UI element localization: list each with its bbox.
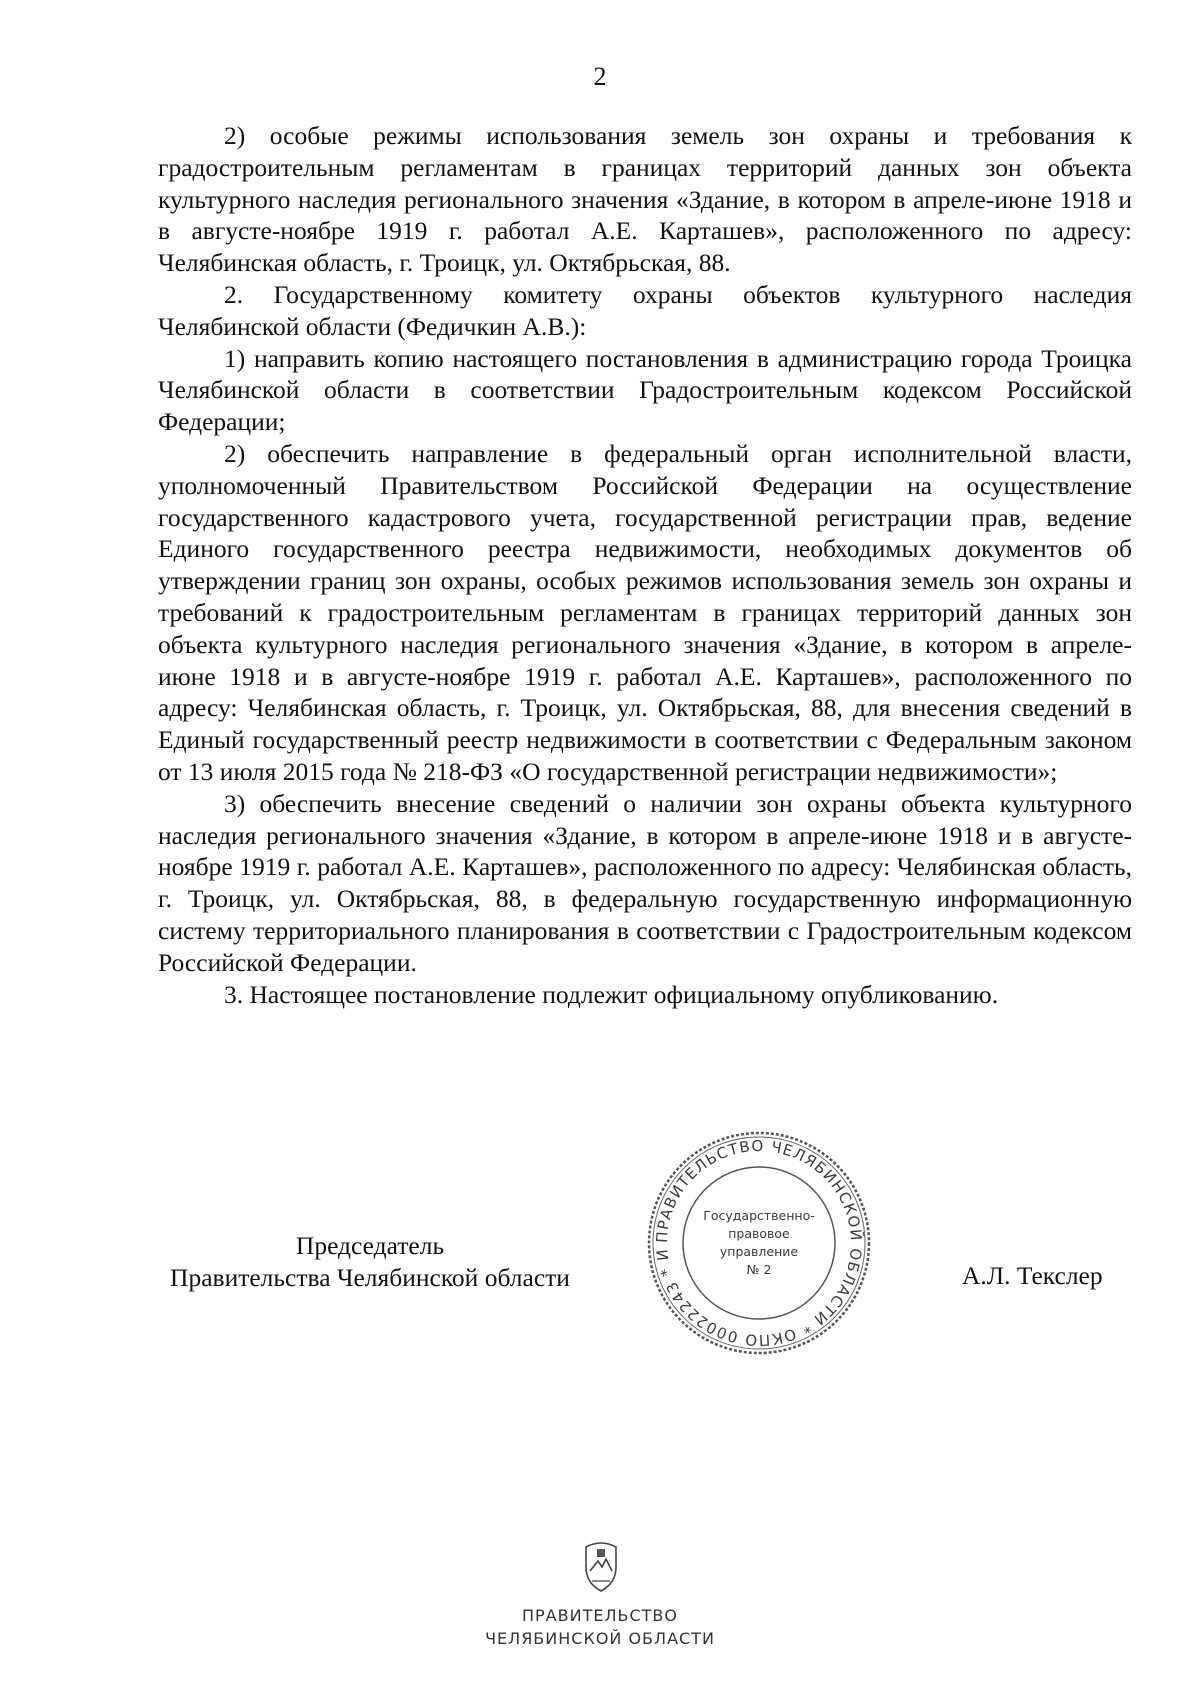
paragraph-publication: 3. Настоящее постановление подлежит официальному опубликованию.	[224, 979, 999, 1009]
official-seal-stamp	[644, 1128, 874, 1358]
signatory-title-line2: Правительства Челябинской области	[170, 1262, 570, 1292]
seal-outer-text: ПРАВИТЕЛЬСТВО ЧЕЛЯБИНСКОЙ ОБЛАСТИ * ОКПО 00022243 * И	[652, 1136, 866, 1350]
coat-of-arms-icon	[572, 1537, 630, 1595]
paragraph-item-2: 2. Государственному комитету охраны объектов культурного наследия Челябинской области (Федичкин А.В.):	[158, 279, 1132, 341]
seal-icon	[644, 1128, 874, 1358]
page-number: 2	[593, 62, 607, 91]
paragraph-zones-regimes: 2) особые режимы использования земель зон охраны и требования к градостроительным регламентам в границах территорий данных зон объекта культурного наследия регионального значения «Здание, в котором в апреле-июне 1918 и в августе-ноябре 1919 г. работал А.Е. Карташев», расположенного по адресу: Челябинская область, г. Троицк, ул. Октябрьская, 88.	[158, 121, 1132, 278]
seal-center-line2: правовое	[728, 1226, 790, 1241]
signatory-name: А.Л. Текслер	[962, 1261, 1103, 1290]
footer-line1: ПРАВИТЕЛЬСТВО	[522, 1606, 678, 1625]
document-body	[158, 120, 1132, 1010]
signatory-title-line1: Председатель	[295, 1231, 445, 1260]
footer-organization	[0, 1604, 1200, 1650]
paragraph-registry: 2) обеспечить направление в федеральный орган исполнительной власти, уполномоченный Правительством Российской Федерации на осуществление государственного кадастрового учета, государственной регистрации прав, ведение Единого государственного реестра недвижимости, необходимых документов об утверждении границ зон охраны, особых режимов использования земель зон охраны и требований к градостроительным регламентам в границах территорий данных зон объекта культурного наследия регионального значения «Здание, в котором в апреле-июне 1918 и в августе-ноябре 1919 г. работал А.Е. Карташев», расположенного по адресу: Челябинская область, г. Троицк, ул. Октябрьская, 88, для внесения сведений в Единый государственный реестр недвижимости в соответствии с Федеральным законом от 13 июля 2015 года № 218-ФЗ «О государственной регистрации недвижимости»;	[158, 438, 1132, 786]
signatory-title	[120, 1230, 620, 1294]
seal-center-line1: Государственно-	[703, 1208, 815, 1223]
seal-center-line3: управление	[719, 1244, 799, 1259]
footer-line2: ЧЕЛЯБИНСКОЙ ОБЛАСТИ	[485, 1629, 715, 1648]
paragraph-send-copy: 1) направить копию настоящего постановления в администрацию города Троицка Челябинской области в соответствии Градостроительным кодексом Российской Федерации;	[158, 343, 1132, 437]
seal-center-line4: № 2	[746, 1262, 772, 1277]
paragraph-planning-system: 3) обеспечить внесение сведений о наличии зон охраны объекта культурного наследия регионального значения «Здание, в котором в апреле-июне 1918 и в августе-ноябре 1919 г. работал А.Е. Карташев», расположенного по адресу: Челябинская область, г. Троицк, ул. Октябрьская, 88, в федеральную государственную информационную систему территориального планирования в соответствии с Градостроительным кодексом Российской Федерации.	[158, 788, 1132, 977]
